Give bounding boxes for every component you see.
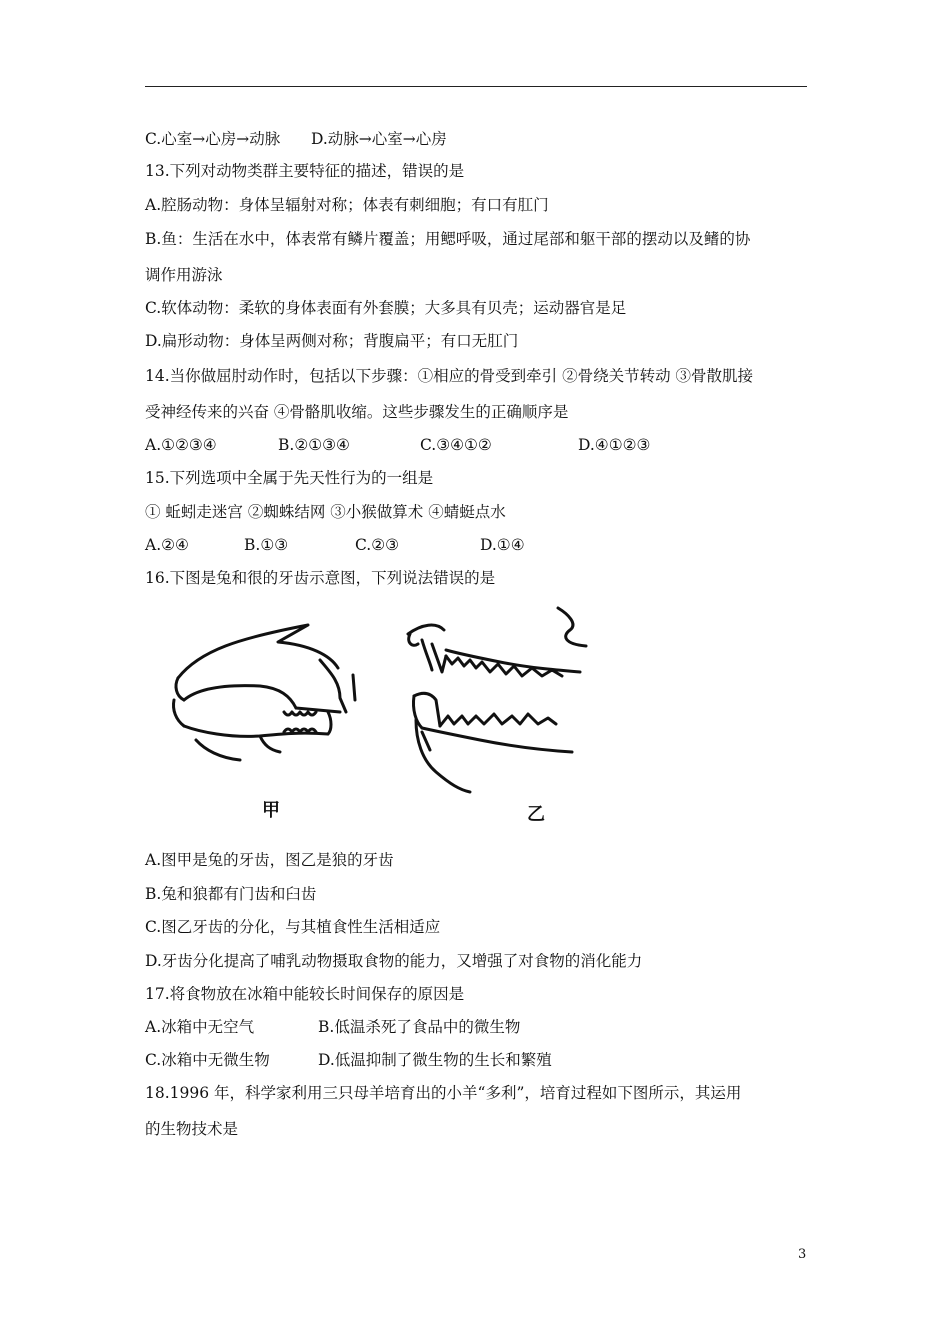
q13-option-a: A.腔肠动物：身体呈辐射对称；体表有刺细胞；有口有肛门 bbox=[145, 196, 549, 214]
q14-option-c: C.③④①② bbox=[420, 436, 492, 454]
q16-option-a: A.图甲是兔的牙齿，图乙是狼的牙齿 bbox=[145, 851, 394, 869]
q14-stem-line2: 受神经传来的兴奋 ④骨骼肌收缩。这些步骤发生的正确顺序是 bbox=[145, 403, 569, 421]
q13-option-b-line2: 调作用游泳 bbox=[145, 266, 223, 284]
q15-items: ① 蚯蚓走迷宫 ②蜘蛛结网 ③小猴做算术 ④蜻蜓点水 bbox=[145, 503, 506, 521]
q13-stem: 13.下列对动物类群主要特征的描述，错误的是 bbox=[145, 162, 465, 180]
q16-option-c: C.图乙牙齿的分化，与其植食性生活相适应 bbox=[145, 918, 441, 936]
teeth-figure bbox=[160, 600, 620, 835]
q13-option-d: D.扁形动物：身体呈两侧对称；背腹扁平；有口无肛门 bbox=[145, 332, 519, 350]
q14-option-a: A.①②③④ bbox=[145, 436, 217, 454]
q17-stem: 17.将食物放在冰箱中能较长时间保存的原因是 bbox=[145, 985, 465, 1003]
q13-option-c: C.软体动物：柔软的身体表面有外套膜；大多具有贝壳；运动器官是足 bbox=[145, 299, 627, 317]
q12-option-c: C.心室→心房→动脉 bbox=[145, 130, 281, 148]
q12-option-d: D.动脉→心室→心房 bbox=[311, 130, 447, 148]
q17-option-d: D.低温抑制了微生物的生长和繁殖 bbox=[318, 1051, 552, 1069]
wolf-jaws-drawing bbox=[408, 608, 586, 792]
q15-option-b: B.①③ bbox=[244, 536, 289, 554]
q17-option-c: C.冰箱中无微生物 bbox=[145, 1051, 270, 1069]
teeth-drawing bbox=[160, 600, 620, 835]
q16-option-d: D.牙齿分化提高了哺乳动物摄取食物的能力，又增强了对食物的消化能力 bbox=[145, 952, 643, 970]
q14-option-b: B.②①③④ bbox=[278, 436, 350, 454]
header-rule bbox=[145, 86, 807, 87]
q13-option-b-line1: B.鱼：生活在水中，体表常有鳞片覆盖；用鳃呼吸，通过尾部和躯干部的摆动以及鳍的协 bbox=[145, 230, 751, 248]
q18-stem-line1: 18.1996 年，科学家利用三只母羊培育出的小羊“多利”，培育过程如下图所示，其运用 bbox=[145, 1084, 742, 1102]
figure-label-yi: 乙 bbox=[527, 804, 545, 825]
q18-stem-line2: 的生物技术是 bbox=[145, 1120, 239, 1138]
q15-option-a: A.②④ bbox=[145, 536, 189, 554]
q14-stem-line1: 14.当你做屈肘动作时，包括以下步骤：①相应的骨受到牵引 ②骨绕关节转动 ③骨散肌接 bbox=[145, 367, 754, 385]
rabbit-skull-drawing bbox=[173, 625, 355, 760]
q16-option-b: B.兔和狼都有门齿和臼齿 bbox=[145, 885, 317, 903]
q16-stem: 16.下图是兔和很的牙齿示意图，下列说法错误的是 bbox=[145, 569, 496, 587]
q15-option-d: D.①④ bbox=[480, 536, 525, 554]
q17-option-b: B.低温杀死了食品中的微生物 bbox=[318, 1018, 521, 1036]
q17-option-a: A.冰箱中无空气 bbox=[145, 1018, 255, 1036]
q14-option-d: D.④①②③ bbox=[578, 436, 651, 454]
q15-stem: 15.下列选项中全属于先天性行为的一组是 bbox=[145, 469, 434, 487]
q15-option-c: C.②③ bbox=[355, 536, 400, 554]
page-number: 3 bbox=[798, 1247, 807, 1262]
figure-label-jia: 甲 bbox=[262, 800, 280, 821]
